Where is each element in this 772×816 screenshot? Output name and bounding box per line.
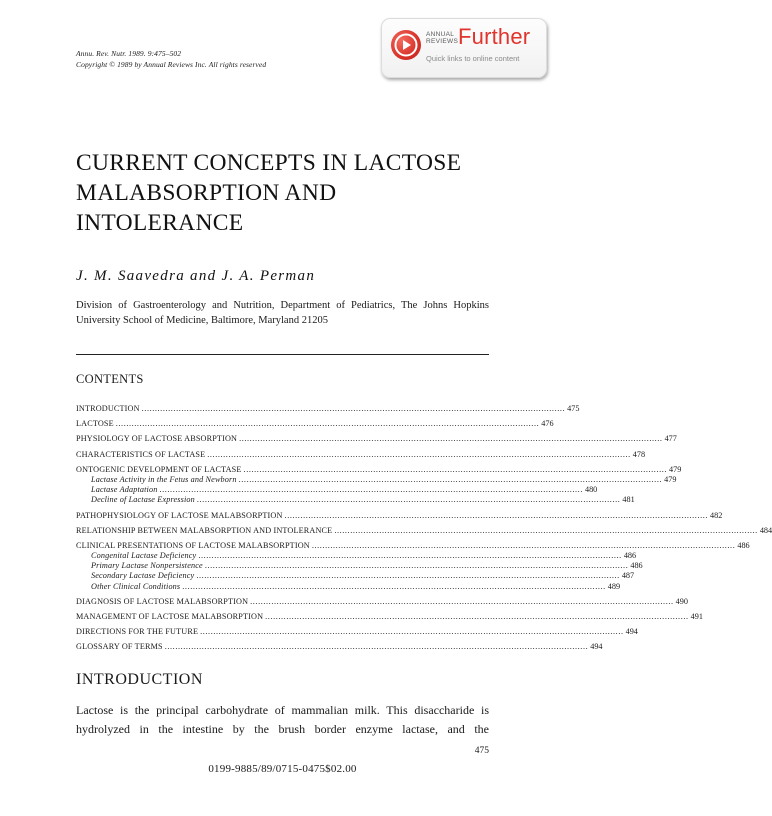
toc-dot-leader: ................................................................................................................................................................ — [196, 495, 621, 505]
toc-entry-page: 480 — [584, 485, 598, 495]
toc-subsection-entry[interactable] — [76, 581, 621, 592]
toc-entry-page: 479 — [669, 464, 682, 474]
play-arrow-icon — [391, 30, 421, 60]
toc-entry-page: 494 — [625, 627, 638, 637]
article-title-line: INTOLERANCE — [76, 210, 244, 236]
toc-entry-title: DIAGNOSIS OF LACTOSE MALABSORPTION — [76, 596, 249, 606]
section-heading-introduction: INTRODUCTION — [76, 671, 203, 688]
toc-section-entry[interactable] — [76, 612, 703, 622]
toc-section-entry[interactable] — [76, 642, 603, 652]
toc-entry-title: CLINICAL PRESENTATIONS OF LACTOSE MALABSORPTION — [76, 540, 310, 550]
toc-entry-title: Lactase Activity in the Fetus and Newborn — [91, 474, 237, 484]
body-text-line: hydrolyzed in the intestine by the brush border enzyme lactase, and the — [76, 721, 489, 736]
toc-entry-title: Other Clinical Conditions — [91, 581, 181, 591]
toc-entry-title: ONTOGENIC DEVELOPMENT OF LACTASE — [76, 464, 242, 474]
badge-annual-label: ANNUAL — [426, 31, 455, 38]
toc-entry-title: MANAGEMENT OF LACTOSE MALABSORPTION — [76, 612, 264, 621]
toc-entry-title: INTRODUCTION — [76, 404, 140, 413]
toc-dot-leader: ................................................................................................................................................................ — [311, 540, 736, 550]
toc-entry-page: 479 — [664, 474, 677, 484]
toc-dot-leader: ................................................................................................................................................................ — [200, 627, 624, 637]
toc-dot-leader: ................................................................................................................................................................ — [239, 434, 663, 444]
toc-entry-page: 484 — [759, 525, 772, 535]
toc-dot-leader: ................................................................................................................................................................ — [141, 404, 566, 413]
author-affiliation: Division of Gastroenterology and Nutrition, Department of Pediatrics, The Johns Hopkins University School of Medicine, Baltimore, Maryland 21205 — [76, 300, 489, 326]
page-number: 475 — [474, 746, 489, 756]
toc-entry-page: 477 — [664, 434, 677, 444]
toc-dot-leader: ................................................................................................................................................................ — [115, 419, 540, 429]
toc-dot-leader: ................................................................................................................................................................ — [207, 449, 631, 459]
toc-dot-leader: ................................................................................................................................................................ — [334, 525, 758, 535]
badge-publisher-label — [426, 31, 458, 45]
toc-section-entry[interactable] — [76, 449, 646, 460]
toc-entry-page: 487 — [621, 571, 635, 581]
toc-dot-leader: ................................................................................................................................................................ — [198, 551, 622, 561]
toc-dot-leader: ................................................................................................................................................................ — [196, 571, 620, 581]
toc-subsection-entry[interactable] — [76, 551, 637, 561]
introduction-body — [76, 701, 489, 738]
toc-section-entry[interactable] — [76, 419, 554, 429]
badge-subtitle: Quick links to online content — [426, 54, 520, 63]
toc-entry-page: 489 — [607, 581, 621, 591]
toc-entry-title: DIRECTIONS FOR THE FUTURE — [76, 627, 199, 637]
toc-entry-title: LACTOSE — [76, 419, 114, 429]
body-text-line: Lactose is the principal carbohydrate of mammalian milk. This disaccharide is — [76, 703, 489, 717]
toc-subsection-entry[interactable] — [76, 474, 677, 485]
toc-entry-page: 481 — [622, 495, 635, 505]
toc-entry-page: 486 — [630, 561, 643, 571]
toc-section-entry[interactable] — [76, 404, 580, 414]
toc-dot-leader: ................................................................................................................................................................ — [243, 464, 668, 474]
toc-entry-title: CHARACTERISTICS OF LACTASE — [76, 449, 206, 459]
toc-entry-page: 486 — [623, 551, 637, 561]
citation-journal-line: Annu. Rev. Nutr. 1989. 9:475–502 — [76, 49, 182, 58]
toc-subsection-entry[interactable] — [76, 485, 598, 495]
article-title-line: MALABSORPTION AND — [76, 180, 337, 206]
toc-subsection-entry[interactable] — [76, 495, 635, 505]
article-code: 0199-9885/89/0715-0475$02.00 — [208, 763, 357, 775]
toc-entry-title: Primary Lactase Nonpersistence — [91, 561, 203, 571]
toc-section-entry[interactable] — [76, 510, 723, 521]
toc-entry-title: PATHOPHYSIOLOGY OF LACTOSE MALABSORPTION — [76, 510, 283, 520]
toc-subsection-entry[interactable] — [76, 571, 635, 581]
toc-dot-leader: ................................................................................................................................................................ — [265, 612, 689, 621]
toc-dot-leader: ................................................................................................................................................................ — [284, 510, 709, 520]
badge-reviews-label: REVIEWS — [426, 38, 459, 45]
toc-dot-leader: ................................................................................................................................................................ — [164, 642, 589, 652]
annual-reviews-further-badge[interactable] — [381, 18, 547, 78]
toc-dot-leader: ................................................................................................................................................................ — [159, 485, 583, 495]
table-of-contents — [76, 404, 772, 653]
toc-entry-title: Congenital Lactase Deficiency — [91, 551, 197, 561]
toc-dot-leader: ................................................................................................................................................................ — [204, 561, 629, 571]
toc-dot-leader: ................................................................................................................................................................ — [238, 474, 663, 484]
toc-entry-title: Secondary Lactase Deficiency — [91, 571, 195, 581]
toc-entry-title: GLOSSARY OF TERMS — [76, 642, 163, 652]
toc-entry-page: 494 — [590, 642, 603, 652]
contents-heading: CONTENTS — [76, 372, 144, 386]
toc-entry-title: Lactase Adaptation — [91, 485, 158, 495]
article-authors: J. M. Saavedra and J. A. Perman — [76, 268, 316, 284]
toc-subsection-entry[interactable] — [76, 561, 643, 571]
section-divider — [76, 354, 489, 355]
badge-further-label: Further — [458, 24, 531, 49]
toc-entry-page: 482 — [710, 510, 723, 520]
toc-entry-page: 476 — [541, 419, 554, 429]
citation-copyright-line: Copyright © 1989 by Annual Reviews Inc. All rights reserved — [76, 60, 267, 69]
journal-citation — [76, 48, 266, 70]
toc-entry-title: RELATIONSHIP BETWEEN MALABSORPTION AND INTOLERANCE — [76, 525, 333, 535]
toc-section-entry[interactable] — [76, 540, 750, 551]
toc-entry-page: 486 — [737, 540, 750, 550]
article-title — [76, 148, 461, 238]
toc-section-entry[interactable] — [76, 434, 677, 444]
toc-section-entry[interactable] — [76, 525, 772, 536]
toc-entry-page: 475 — [567, 404, 580, 413]
toc-section-entry[interactable] — [76, 596, 688, 607]
toc-dot-leader: ................................................................................................................................................................ — [250, 596, 674, 606]
toc-entry-page: 490 — [675, 596, 688, 606]
toc-dot-leader: ................................................................................................................................................................ — [182, 581, 606, 591]
toc-entry-title: PHYSIOLOGY OF LACTOSE ABSORPTION — [76, 434, 238, 444]
article-title-line: CURRENT CONCEPTS IN LACTOSE — [76, 150, 462, 176]
toc-entry-page: 478 — [632, 449, 646, 459]
toc-entry-page: 491 — [690, 612, 703, 621]
toc-section-entry[interactable] — [76, 627, 638, 637]
toc-section-entry[interactable] — [76, 464, 682, 475]
toc-entry-title: Decline of Lactase Expression — [91, 495, 195, 505]
